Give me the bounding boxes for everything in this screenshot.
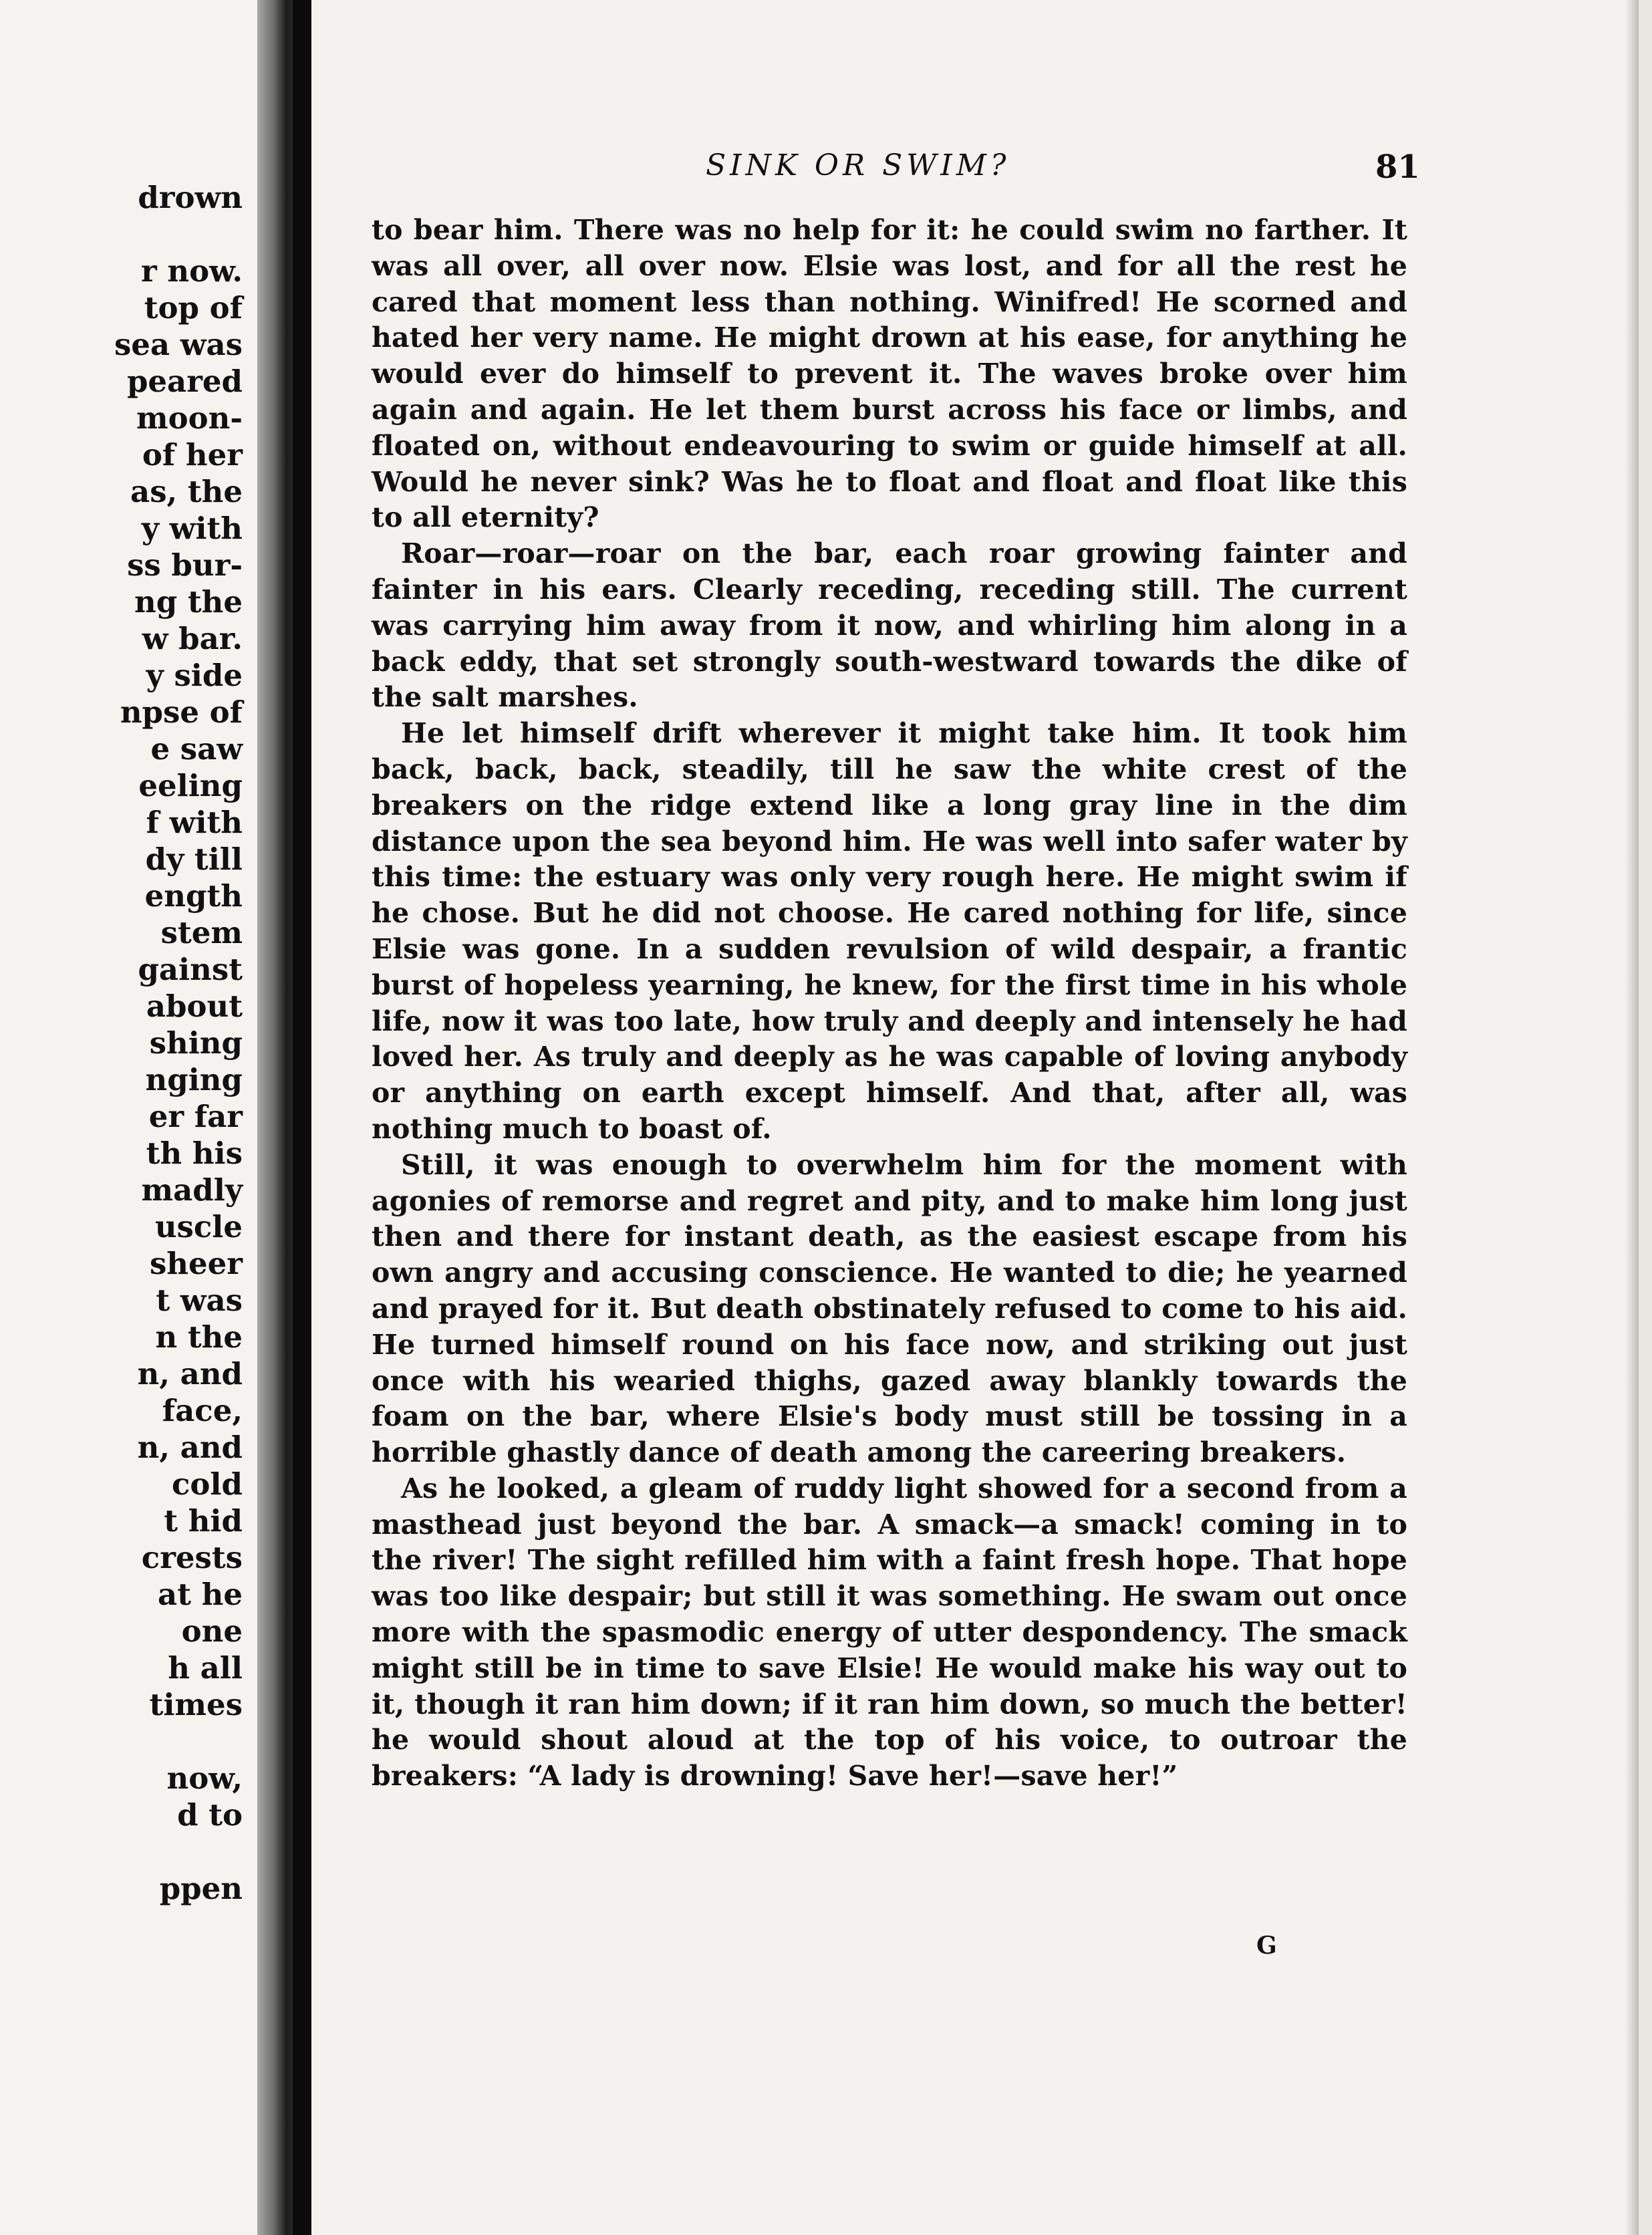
previous-page-line: d to xyxy=(177,1797,243,1833)
previous-page-line: t was xyxy=(156,1283,243,1318)
previous-page-fragment xyxy=(0,0,257,2235)
previous-page-line: times xyxy=(149,1687,243,1722)
book-gutter-shadow xyxy=(293,0,311,2235)
paragraph: He let himself drift wherever it might take him. It took him back, back, back, steadily, till he saw the white crest of the breakers on the ridge extend like a long gray line in the dim distance upon the sea beyond him. He was well into safer water by this time: the estuary was only very rough here. He might swim if he chose. But he did not choose. He cared nothing for life, since Elsie was gone. In a sudden revulsion of wild despair, a frantic burst of hopeless yearning, he knew, for the first time in his whole life, now it was too late, how truly and deeply and intensely he had loved her. As truly and deeply as he was capable of loving anybody or anything on earth except himself. And that, after all, was nothing much to boast of. xyxy=(372,717,1407,1145)
previous-page-line: about xyxy=(146,989,243,1024)
printer-signature-mark: G xyxy=(1256,1932,1277,1960)
previous-page-line: cold xyxy=(172,1466,243,1502)
previous-page-line: crests xyxy=(141,1540,243,1575)
paragraph: Roar—roar—roar on the bar, each roar growing fainter and fainter in his ears. Clearly receding, receding still. The current was carrying him away from it now, and whirling him along in a back eddy, that set strongly south-westward towards the dike of the salt marshes. xyxy=(372,537,1407,714)
previous-page-line: ppen xyxy=(159,1871,243,1906)
previous-page-line: top of xyxy=(144,290,243,325)
previous-page-lines xyxy=(114,179,243,1907)
previous-page-gap xyxy=(114,1833,243,1870)
previous-page-line: y with xyxy=(141,511,243,546)
previous-page-line: peared xyxy=(126,364,243,399)
previous-page-line: at he xyxy=(158,1577,243,1612)
previous-page-gap xyxy=(114,216,243,253)
paragraph: Still, it was enough to overwhelm him for the moment with agonies of remorse and regret and pity, and to make him long just then and there for instant death, as the easiest escape from his own angry and accusing conscience. He wanted to die; he yearned and prayed for it. But death obstinately refused to come to his aid. He turned himself round on his face now, and striking out just once with his wearied thighs, gazed away blankly towards the foam on the bar, where Elsie's body must still be tossing in a horrible ghastly dance of death among the careering breakers. xyxy=(372,1148,1407,1469)
paragraph: to bear him. There was no help for it: he could swim no farther. It was all over, all over now. Elsie was lost, and for all the rest he cared that moment less than nothing. Winifred! He scorned and hated her very name. He might drown at his ease, for anything he would ever do himself to prevent it. The waves broke over him again and again. He let them burst across his face or limbs, and floated on, without endeavouring to swim or guide himself at all. Would he never sink? Was he to float and float and float like this to all eternity? xyxy=(372,214,1407,534)
previous-page-line: one xyxy=(181,1613,243,1649)
previous-page-line: ength xyxy=(144,878,243,914)
previous-page-line: nging xyxy=(145,1062,243,1097)
paragraph: As he looked, a gleam of ruddy light showed for a second from a masthead just beyond the bar. A smack—a smack! coming in to the river! The sight refilled him with a faint fresh hope. That hope was too like despair; but still it was something. He swam out once more with the spasmodic energy of utter despondency. The smack might still be in time to save Elsie! He would make his way out to it, though it ran him down; if it ran him down, so much the better! he would shout aloud at the top of his voice, to outroar the breakers: “A lady is drowning! Save her!—save her!” xyxy=(372,1472,1407,1793)
previous-page-line: t hid xyxy=(164,1503,243,1539)
previous-page-line: drown xyxy=(138,180,243,215)
running-head: SINK OR SWIM? xyxy=(706,148,1010,182)
previous-page-gap xyxy=(114,1723,243,1760)
previous-page-line: dy till xyxy=(145,841,243,877)
previous-page-line: n, and xyxy=(137,1430,243,1465)
previous-page-line: er far xyxy=(148,1099,243,1134)
previous-page-line: shing xyxy=(149,1025,243,1061)
previous-page-line: th his xyxy=(146,1136,243,1171)
previous-page-line: n the xyxy=(155,1319,243,1355)
previous-page-line: n, and xyxy=(137,1356,243,1392)
previous-page-line: as, the xyxy=(130,474,243,509)
page-edge xyxy=(1625,0,1639,2235)
page-number: 81 xyxy=(1375,148,1420,186)
previous-page-line: e saw xyxy=(150,731,243,767)
previous-page-line: face, xyxy=(162,1393,243,1428)
previous-page-line: f with xyxy=(146,805,243,840)
previous-page-line: of her xyxy=(142,437,243,473)
previous-page-line: gainst xyxy=(138,952,243,987)
body-text xyxy=(372,213,1407,1795)
previous-page-line: npse of xyxy=(120,694,243,730)
previous-page-line: uscle xyxy=(154,1209,243,1244)
previous-page-line: now, xyxy=(166,1760,243,1796)
previous-page-line: w bar. xyxy=(142,621,243,656)
previous-page-line: moon- xyxy=(136,400,243,436)
previous-page-line: madly xyxy=(141,1172,243,1208)
previous-page-line: sheer xyxy=(149,1246,243,1281)
previous-page-line: r now. xyxy=(141,253,243,289)
previous-page-line: eeling xyxy=(138,768,243,803)
previous-page-line: sea was xyxy=(114,327,243,362)
previous-page-line: h all xyxy=(168,1650,243,1686)
previous-page-line: ss bur- xyxy=(127,547,243,583)
previous-page-line: ng the xyxy=(134,584,243,620)
previous-page-line: y side xyxy=(146,658,243,693)
previous-page-line: stem xyxy=(160,915,243,950)
